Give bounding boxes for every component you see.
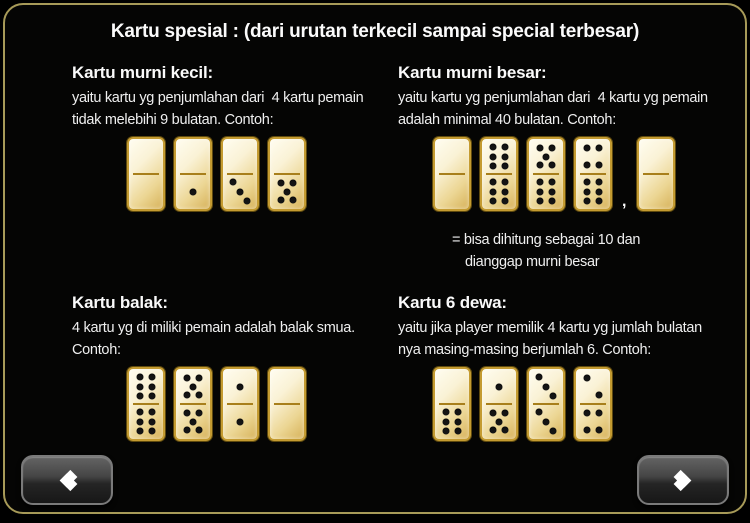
- domino-pip: [536, 162, 543, 169]
- domino-pip: [290, 179, 297, 186]
- domino-pip: [596, 391, 603, 398]
- domino-divider: [227, 173, 253, 175]
- section-text-line: adalah minimal 40 bulatan. Contoh:: [398, 112, 616, 128]
- section-text-line: tidak melebihi 9 bulatan. Contoh:: [72, 112, 274, 128]
- domino-half-top: [176, 139, 210, 174]
- domino-half-bottom: [482, 174, 516, 209]
- domino-pip: [443, 418, 450, 425]
- domino-card: [637, 137, 675, 211]
- domino-card: [221, 367, 259, 441]
- domino-pip: [490, 153, 497, 160]
- domino-half-top: [223, 139, 257, 174]
- domino-half-bottom: [529, 174, 563, 209]
- domino-half-bottom: [176, 174, 210, 209]
- domino-pip: [549, 144, 556, 151]
- domino-divider: [133, 403, 159, 405]
- domino-half-top: [482, 139, 516, 174]
- domino-half-bottom: [529, 404, 563, 439]
- section-balak: [72, 292, 394, 441]
- domino-pip: [277, 197, 284, 204]
- section-heading: Kartu murni besar:: [398, 63, 547, 82]
- domino-pip: [536, 409, 543, 416]
- domino-cards-row: [433, 367, 733, 441]
- domino-pip: [190, 383, 197, 390]
- domino-divider: [439, 173, 465, 175]
- domino-pip: [595, 198, 602, 205]
- domino-half-top: [435, 139, 469, 174]
- domino-half-bottom: [576, 404, 610, 439]
- domino-pip: [137, 408, 144, 415]
- section-murni-kecil: [72, 62, 394, 211]
- domino-pip: [148, 418, 155, 425]
- domino-card: [574, 367, 612, 441]
- domino-half-top: [176, 369, 210, 404]
- domino-pip: [148, 428, 155, 435]
- domino-pip: [137, 373, 144, 380]
- domino-pip: [490, 178, 497, 185]
- domino-card: [127, 137, 165, 211]
- domino-pip: [596, 145, 603, 152]
- domino-divider: [180, 173, 206, 175]
- domino-card: [268, 137, 306, 211]
- domino-pip: [583, 145, 590, 152]
- domino-pip: [148, 383, 155, 390]
- section-text-line: nya masing-masing berjumlah 6. Contoh:: [398, 342, 651, 358]
- note-text-line: = bisa dihitung sebagai 10 dan: [452, 232, 641, 248]
- domino-card: [174, 137, 212, 211]
- card-separator-comma: ,: [622, 193, 627, 210]
- section-6-dewa: [398, 292, 733, 441]
- domino-pip: [537, 178, 544, 185]
- domino-divider: [580, 173, 606, 175]
- domino-pip: [183, 374, 190, 381]
- domino-pip: [502, 427, 509, 434]
- section-heading: Kartu murni kecil:: [72, 63, 213, 82]
- domino-pip: [584, 198, 591, 205]
- domino-pip: [196, 374, 203, 381]
- domino-pip: [501, 143, 508, 150]
- domino-pip: [137, 428, 144, 435]
- domino-pip: [584, 178, 591, 185]
- domino-pip: [190, 188, 197, 195]
- domino-pip: [537, 188, 544, 195]
- domino-pip: [537, 198, 544, 205]
- domino-pip: [148, 373, 155, 380]
- domino-pip: [454, 418, 461, 425]
- domino-pip: [196, 427, 203, 434]
- domino-divider: [274, 403, 300, 405]
- chevron-right-icon: [670, 469, 691, 490]
- domino-card: [574, 137, 612, 211]
- domino-pip: [536, 144, 543, 151]
- domino-pip: [501, 153, 508, 160]
- domino-pip: [496, 383, 503, 390]
- domino-pip: [137, 383, 144, 390]
- domino-pip: [596, 426, 603, 433]
- domino-pip: [190, 418, 197, 425]
- domino-half-bottom: [639, 174, 673, 209]
- domino-pip: [583, 161, 590, 168]
- domino-half-bottom: [482, 404, 516, 439]
- domino-cards-group: [637, 137, 675, 211]
- section-text-line: 4 kartu yg di miliki pemain adalah balak smua.: [72, 320, 355, 336]
- domino-card: [480, 137, 518, 211]
- domino-pip: [501, 163, 508, 170]
- domino-half-bottom: [270, 174, 304, 209]
- domino-pip: [237, 188, 244, 195]
- domino-half-bottom: [223, 404, 257, 439]
- domino-pip: [501, 188, 508, 195]
- domino-divider: [580, 403, 606, 405]
- domino-half-top: [129, 369, 163, 404]
- domino-pip: [490, 188, 497, 195]
- domino-pip: [443, 428, 450, 435]
- domino-pip: [536, 374, 543, 381]
- domino-half-bottom: [223, 174, 257, 209]
- domino-divider: [533, 403, 559, 405]
- domino-pip: [549, 427, 556, 434]
- domino-card: [433, 137, 471, 211]
- prev-button[interactable]: [21, 455, 113, 505]
- domino-pip: [583, 375, 590, 382]
- domino-pip: [454, 428, 461, 435]
- domino-pip: [277, 179, 284, 186]
- domino-pip: [237, 383, 244, 390]
- domino-pip: [137, 418, 144, 425]
- domino-card: [127, 367, 165, 441]
- domino-pip: [501, 198, 508, 205]
- domino-pip: [596, 410, 603, 417]
- domino-pip: [595, 188, 602, 195]
- domino-pip: [137, 393, 144, 400]
- domino-pip: [237, 418, 244, 425]
- domino-cards-group: [433, 137, 612, 211]
- domino-pip: [148, 408, 155, 415]
- page-title: Kartu spesial : (dari urutan terkecil sampai special terbesar): [110, 21, 640, 42]
- section-murni-besar: [398, 62, 733, 273]
- domino-pip: [548, 188, 555, 195]
- domino-pip: [183, 427, 190, 434]
- domino-divider: [643, 173, 669, 175]
- section-text-line: yaitu kartu yg penjumlahan dari 4 kartu pemain: [72, 90, 364, 106]
- section-heading: Kartu 6 dewa:: [398, 293, 507, 312]
- domino-half-top: [639, 139, 673, 174]
- domino-pip: [583, 426, 590, 433]
- domino-pip: [548, 198, 555, 205]
- section-heading: Kartu balak:: [72, 293, 168, 312]
- domino-pip: [183, 409, 190, 416]
- section-text-line: yaitu kartu yg penjumlahan dari 4 kartu yg pemain: [398, 90, 708, 106]
- domino-pip: [284, 188, 291, 195]
- domino-pip: [596, 161, 603, 168]
- note-text-line: dianggap murni besar: [465, 254, 600, 270]
- domino-pip: [489, 409, 496, 416]
- domino-pip: [196, 392, 203, 399]
- domino-cards-row: [433, 137, 733, 211]
- domino-pip: [583, 410, 590, 417]
- domino-cards-row: [127, 137, 394, 211]
- domino-divider: [533, 173, 559, 175]
- domino-half-top: [576, 139, 610, 174]
- domino-pip: [148, 393, 155, 400]
- domino-half-top: [435, 369, 469, 404]
- domino-divider: [180, 403, 206, 405]
- domino-half-top: [482, 369, 516, 404]
- domino-half-bottom: [129, 404, 163, 439]
- chevron-left-icon: [59, 469, 80, 490]
- domino-card: [480, 367, 518, 441]
- domino-half-bottom: [435, 174, 469, 209]
- next-button[interactable]: [637, 455, 729, 505]
- domino-half-bottom: [129, 174, 163, 209]
- domino-card: [433, 367, 471, 441]
- domino-pip: [490, 198, 497, 205]
- section-text-line: Contoh:: [72, 342, 121, 358]
- domino-pip: [595, 178, 602, 185]
- domino-card: [527, 367, 565, 441]
- domino-pip: [549, 392, 556, 399]
- domino-half-bottom: [435, 404, 469, 439]
- domino-pip: [490, 163, 497, 170]
- domino-half-top: [270, 369, 304, 404]
- domino-divider: [486, 173, 512, 175]
- domino-half-top: [529, 369, 563, 404]
- domino-card: [527, 137, 565, 211]
- domino-half-top: [223, 369, 257, 404]
- domino-half-top: [270, 139, 304, 174]
- domino-half-bottom: [270, 404, 304, 439]
- domino-pip: [549, 162, 556, 169]
- murni-besar-note: [452, 229, 733, 273]
- domino-pip: [548, 178, 555, 185]
- domino-half-top: [529, 139, 563, 174]
- domino-pip: [543, 383, 550, 390]
- domino-cards-row: [127, 367, 394, 441]
- domino-divider: [439, 403, 465, 405]
- domino-card: [268, 367, 306, 441]
- domino-pip: [501, 178, 508, 185]
- domino-pip: [230, 179, 237, 186]
- domino-pip: [183, 392, 190, 399]
- domino-pip: [454, 408, 461, 415]
- domino-pip: [443, 408, 450, 415]
- domino-pip: [543, 418, 550, 425]
- domino-pip: [196, 409, 203, 416]
- domino-divider: [227, 403, 253, 405]
- domino-pip: [496, 418, 503, 425]
- domino-pip: [489, 427, 496, 434]
- domino-pip: [502, 409, 509, 416]
- domino-card: [221, 137, 259, 211]
- domino-pip: [543, 153, 550, 160]
- domino-half-bottom: [176, 404, 210, 439]
- domino-card: [174, 367, 212, 441]
- domino-half-bottom: [576, 174, 610, 209]
- domino-half-top: [576, 369, 610, 404]
- domino-pip: [584, 188, 591, 195]
- domino-divider: [133, 173, 159, 175]
- domino-pip: [490, 143, 497, 150]
- domino-divider: [486, 403, 512, 405]
- section-text-line: yaitu jika player memilik 4 kartu yg jumlah bulatan: [398, 320, 702, 336]
- domino-half-top: [129, 139, 163, 174]
- domino-pip: [290, 197, 297, 204]
- domino-divider: [274, 173, 300, 175]
- domino-pip: [243, 197, 250, 204]
